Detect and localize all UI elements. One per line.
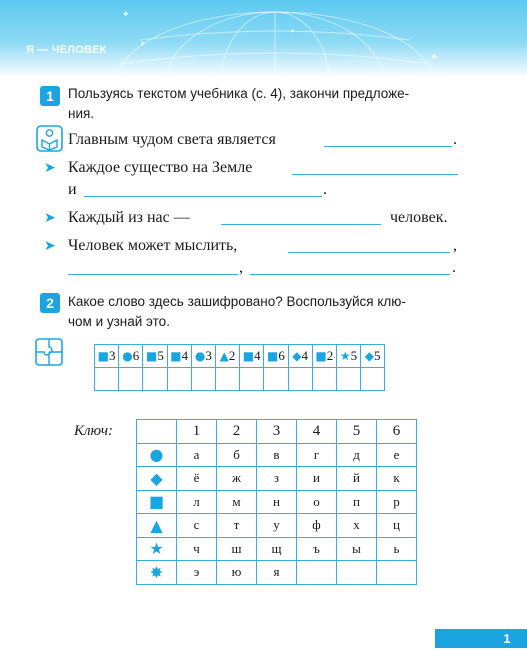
key-letter: [297, 561, 337, 585]
star-icon: ★: [137, 537, 177, 561]
shape-icon: ■: [146, 349, 158, 363]
arrow-icon: ➤: [44, 210, 56, 226]
key-letter: м: [217, 490, 257, 514]
arrow-icon: ➤: [44, 238, 56, 254]
answer-blank[interactable]: [68, 274, 238, 275]
punctuation: .: [453, 131, 457, 148]
cipher-number: 3: [205, 348, 212, 363]
sentence-text: Главным чудом света является: [68, 131, 276, 148]
shape-icon: ◆: [292, 349, 302, 363]
key-row: [137, 514, 417, 538]
key-row: [137, 467, 417, 491]
cipher-cell: [167, 345, 191, 368]
square-icon: ■: [137, 490, 177, 514]
shape-icon: ★: [339, 349, 351, 363]
key-letter: ю: [217, 561, 257, 585]
punctuation: .: [323, 181, 327, 198]
cipher-number: 2: [228, 348, 236, 363]
cipher-cell: [240, 345, 264, 368]
key-letter: в: [257, 443, 297, 467]
shape-icon: ■: [315, 349, 327, 363]
punctuation: ,: [453, 237, 457, 254]
key-letter: к: [377, 467, 417, 491]
instruction-line: чом и узнай это.: [68, 314, 170, 329]
sparkle-icon: ✦: [122, 10, 130, 20]
cipher-cell: [288, 345, 312, 368]
key-letter: л: [177, 490, 217, 514]
cipher-number: 4: [301, 348, 308, 363]
task-instruction: [68, 292, 468, 332]
key-letter: з: [257, 467, 297, 491]
answer-cell[interactable]: [143, 368, 167, 391]
instruction-line: Пользуясь текстом учебника (с. 4), закончи предложе-: [68, 86, 410, 101]
sentence-text: Каждый из нас —: [68, 209, 190, 226]
key-letter: е: [377, 443, 417, 467]
answer-cell[interactable]: [312, 368, 336, 391]
answer-cell[interactable]: [264, 368, 288, 391]
key-row: [137, 561, 417, 585]
cipher-cell: [312, 345, 336, 368]
sentence-text: Каждое существо на Земле: [68, 159, 253, 176]
study-icon: [36, 125, 63, 152]
task-number: 1: [40, 86, 60, 106]
cipher-cell: [191, 345, 215, 368]
key-row: [137, 443, 417, 467]
key-letter: н: [257, 490, 297, 514]
key-letter: и: [297, 467, 337, 491]
key-letter: ь: [377, 537, 417, 561]
cipher-cell: [143, 345, 167, 368]
cipher-grid: [94, 344, 385, 391]
cipher-number: 3: [109, 348, 116, 363]
shape-icon: ▲: [219, 349, 229, 363]
answer-blank[interactable]: [288, 252, 450, 253]
answer-blank[interactable]: [84, 196, 322, 197]
sparkle-icon: ✦: [140, 40, 146, 48]
cipher-cell: [264, 345, 288, 368]
punctuation: ,: [239, 259, 243, 276]
key-column-header: 4: [297, 420, 337, 444]
shape-icon: ■: [266, 349, 279, 363]
puzzle-icon: [34, 337, 64, 367]
key-row: [137, 490, 417, 514]
key-letter: ф: [297, 514, 337, 538]
key-letter: ш: [217, 537, 257, 561]
answer-cell[interactable]: [215, 368, 239, 391]
answer-cell[interactable]: [336, 368, 360, 391]
answer-cell[interactable]: [167, 368, 191, 391]
key-letter: э: [177, 561, 217, 585]
cipher-number: 4: [254, 348, 261, 363]
cipher-code-row: [95, 345, 385, 368]
key-row: [137, 537, 417, 561]
sparkle-icon: ✦: [430, 52, 439, 63]
cipher-number: 5: [157, 348, 164, 363]
key-letter: ж: [217, 467, 257, 491]
answer-blank[interactable]: [292, 174, 458, 175]
key-letter: у: [257, 514, 297, 538]
shape-icon: ■: [170, 349, 182, 363]
cipher-cell: [361, 345, 385, 368]
key-letter: р: [377, 490, 417, 514]
conjunction-text: и: [68, 181, 77, 198]
answer-cell[interactable]: [361, 368, 385, 391]
triangle-icon: ▲: [137, 514, 177, 538]
sentence-text: человек.: [390, 209, 448, 226]
key-letter: й: [337, 467, 377, 491]
key-letter: б: [217, 443, 257, 467]
answer-blank[interactable]: [250, 274, 450, 275]
shape-icon: ●: [122, 349, 133, 363]
cipher-number: 5: [350, 348, 358, 363]
key-column-header: 2: [217, 420, 257, 444]
key-column-header: 1: [177, 420, 217, 444]
diamond-icon: ◆: [137, 467, 177, 491]
shape-icon: ■: [242, 349, 255, 363]
shape-icon: ●: [194, 349, 206, 363]
cipher-number: 2: [326, 348, 334, 363]
globe-icon: [110, 6, 440, 78]
key-column-header: 6: [377, 420, 417, 444]
key-column-header: 3: [257, 420, 297, 444]
key-letter: о: [297, 490, 337, 514]
cipher-number: 5: [374, 348, 381, 363]
cipher-answer-row: [95, 368, 385, 391]
page-number-bar: [435, 629, 527, 648]
key-label: Ключ:: [74, 423, 114, 439]
cipher-cell: [336, 345, 360, 368]
key-letter: а: [177, 443, 217, 467]
cipher-cell: [119, 345, 143, 368]
key-letter: г: [297, 443, 337, 467]
key-column-header: 5: [337, 420, 377, 444]
key-letter: п: [337, 490, 377, 514]
shape-icon: ■: [97, 349, 110, 363]
arrow-icon: ➤: [44, 160, 56, 176]
cipher-cell: [215, 345, 239, 368]
answer-cell[interactable]: [240, 368, 264, 391]
key-corner-cell: [137, 420, 177, 444]
key-letter: [337, 561, 377, 585]
sparkle-icon: ✦: [290, 28, 296, 35]
punctuation: .: [452, 259, 456, 276]
cipher-number: 4: [181, 348, 189, 363]
answer-cell[interactable]: [191, 368, 215, 391]
cipher-number: 6: [278, 348, 285, 363]
key-letter: с: [177, 514, 217, 538]
key-letter: я: [257, 561, 297, 585]
key-letter: ё: [177, 467, 217, 491]
circle-icon: ●: [137, 443, 177, 467]
instruction-line: ния.: [68, 106, 95, 121]
key-letter: ъ: [297, 537, 337, 561]
key-letter: ц: [377, 514, 417, 538]
task-number: 2: [40, 293, 60, 313]
task-instruction: [68, 84, 468, 124]
cipher-number: 6: [132, 348, 140, 363]
instruction-line: Какое слово здесь зашифровано? Воспользуйся клю-: [68, 294, 406, 309]
key-letter: х: [337, 514, 377, 538]
key-letter: [377, 561, 417, 585]
section-title: Я — ЧЕЛОВЕК: [26, 44, 107, 56]
answer-blank[interactable]: [324, 146, 452, 147]
answer-blank[interactable]: [221, 224, 381, 225]
answer-cell[interactable]: [95, 368, 119, 391]
section-header: [0, 0, 527, 78]
key-letter: ч: [177, 537, 217, 561]
key-header-row: [137, 420, 417, 444]
page-number: 1: [503, 631, 511, 646]
key-letter: д: [337, 443, 377, 467]
shape-icon: ◆: [364, 349, 375, 363]
answer-cell[interactable]: [119, 368, 143, 391]
answer-cell[interactable]: [288, 368, 312, 391]
key-letter: щ: [257, 537, 297, 561]
cipher-cell: [95, 345, 119, 368]
key-letter: т: [217, 514, 257, 538]
burst-icon: ✸: [137, 561, 177, 585]
key-table: [136, 419, 417, 585]
sentence-text: Человек может мыслить,: [68, 237, 238, 254]
key-letter: ы: [337, 537, 377, 561]
